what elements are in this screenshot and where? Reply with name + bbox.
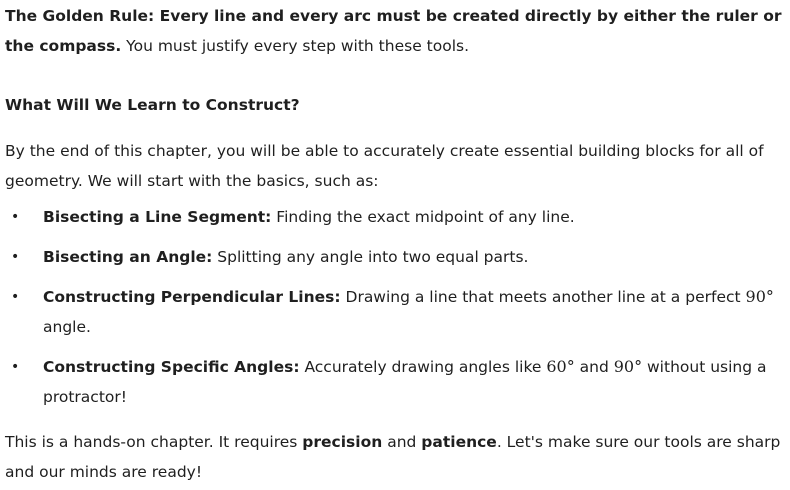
closing-bold: patience <box>421 433 497 451</box>
list-item <box>5 282 785 342</box>
math-angle: 60° <box>546 357 575 376</box>
math-angle: 90° <box>745 287 774 306</box>
bullet-icon: • <box>11 359 20 375</box>
closing-paragraph <box>5 427 785 487</box>
construction-list <box>5 202 785 412</box>
golden-rule-bold: The Golden Rule: Every line and every arc must be created directly by either the ruler or the compass. <box>5 7 782 55</box>
section-heading: What Will We Learn to Construct? <box>5 96 300 114</box>
list-item <box>5 242 785 272</box>
list-item-text: Splitting any angle into two equal parts. <box>212 248 529 266</box>
list-item-text: angle. <box>43 318 91 336</box>
list-item-title: Constructing Specific Angles: <box>43 358 300 376</box>
list-item-text: Accurately drawing angles like <box>299 358 547 376</box>
closing-text: . Let's make sure our tools are sharp and our minds are ready! <box>5 433 781 481</box>
bullet-icon: • <box>11 209 20 225</box>
list-item <box>5 202 785 232</box>
list-item-text: Finding the exact midpoint of any line. <box>271 208 575 226</box>
list-item-title: Bisecting an Angle: <box>43 248 213 266</box>
list-item-title: Bisecting a Line Segment: <box>43 208 272 226</box>
list-item-text: and <box>574 358 614 376</box>
bullet-icon: • <box>11 289 20 305</box>
golden-rule-paragraph <box>5 1 785 61</box>
closing-text: and <box>382 433 422 451</box>
math-angle: 90° <box>613 357 643 376</box>
golden-rule-text: You must justify every step with these tools. <box>121 37 470 55</box>
list-item-text: Drawing a line that meets another line at a perfect <box>340 288 746 306</box>
list-item <box>5 352 785 412</box>
list-item-text: without using a protractor! <box>43 358 767 406</box>
intro-paragraph: By the end of this chapter, you will be able to accurately create essential building blocks for all of geometry. We will start with the basics, such as: <box>5 142 764 190</box>
closing-bold: precision <box>302 433 383 451</box>
chapter-content <box>5 0 785 487</box>
list-item-title: Constructing Perpendicular Lines: <box>43 288 341 306</box>
bullet-icon: • <box>11 249 20 265</box>
closing-text: This is a hands-on chapter. It requires <box>5 433 303 451</box>
